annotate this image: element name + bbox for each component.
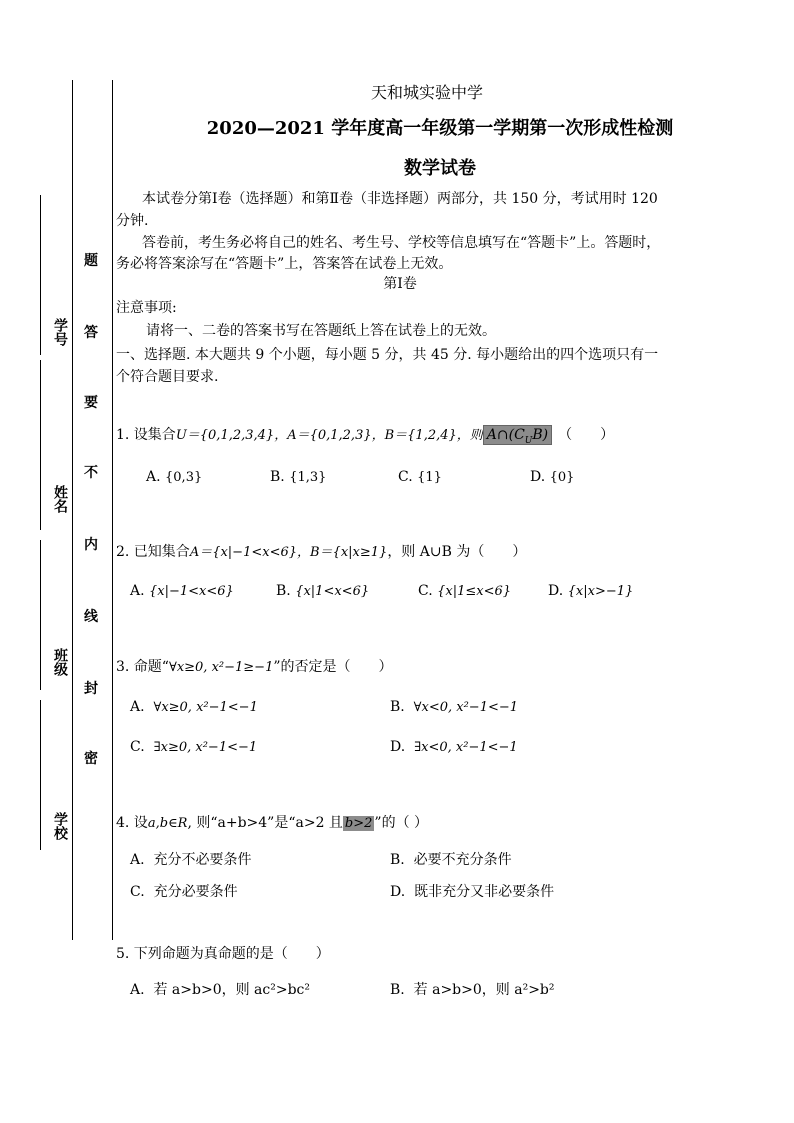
intro-line2b: 务必将答案涂写在“答题卡”上，答案答在试卷上无效。 <box>116 256 453 272</box>
q5-option-b <box>390 979 555 999</box>
notice-text: 请将一、二卷的答案书写在答题纸上答在试卷上的无效。 <box>146 323 496 339</box>
option-text: 若 a>b>0，则 a²>b² <box>413 982 555 998</box>
option-text: {0,3} <box>165 470 203 485</box>
q2-option-d <box>548 583 633 599</box>
q1-hl-b: B) <box>532 427 549 443</box>
q2-stem-end: ，则 A∪B 为（ ） <box>387 544 527 560</box>
q1-hl-sub: U <box>524 435 533 446</box>
seal-char-3: 要 <box>84 395 98 411</box>
option-label: A. <box>130 699 145 715</box>
seal-char-8: 密 <box>84 751 98 767</box>
option-text: {x|1≤x<6} <box>437 584 512 599</box>
q3-stem-pre: 3. 命题“ <box>116 659 169 675</box>
option-text: {1} <box>417 470 442 485</box>
q3-stem-end: ”的否定是（ ） <box>273 659 393 675</box>
q1-option-a <box>146 469 202 485</box>
seal-char-7: 封 <box>84 681 98 697</box>
field-label-banji: 班级 <box>52 648 68 676</box>
option-text: 充分不必要条件 <box>153 852 252 868</box>
question-2-stem <box>116 541 526 561</box>
seal-char-4: 不 <box>84 465 98 481</box>
q2-option-a <box>130 583 234 599</box>
q3-option-c <box>130 739 257 755</box>
option-text: ∀x≥0, x²−1<−1 <box>153 700 258 715</box>
q2-stem-math: A＝{x|−1<x<6}，B＝{x|x≥1} <box>189 545 388 560</box>
q2-option-c <box>418 583 511 599</box>
q4-stem-highlight: b>2 <box>344 816 373 831</box>
q1-option-c <box>398 469 442 485</box>
seal-char-1: 题 <box>84 253 98 269</box>
field-line-xuexiao <box>40 700 41 850</box>
option-text: ∃x<0, x²−1<−1 <box>414 740 518 755</box>
option-label: A. <box>130 583 145 599</box>
option-label: C. <box>130 884 145 900</box>
option-label: B. <box>390 699 405 715</box>
option-text: 充分必要条件 <box>153 884 238 900</box>
section-heading-b: 个符合题目要求. <box>116 369 219 385</box>
seal-char-5: 内 <box>84 537 98 553</box>
option-text: {1,3} <box>289 470 327 485</box>
option-text: 必要不充分条件 <box>413 852 512 868</box>
option-label: A. <box>130 852 145 868</box>
intro-line1b: 分钟. <box>116 213 149 229</box>
q3-option-a <box>130 699 258 715</box>
option-text: ∃x≥0, x²−1<−1 <box>153 740 258 755</box>
field-line-xingming <box>40 360 41 530</box>
margin-inner-line <box>112 80 113 940</box>
q3-stem-math: ∀x≥0, x²−1≥−1 <box>168 660 274 675</box>
field-label-xuehao: 学号 <box>52 318 68 346</box>
option-text: 若 a>b>0，则 ac²>bc² <box>153 982 310 998</box>
question-3-stem <box>116 656 393 676</box>
q1-option-b <box>270 469 326 485</box>
option-label: C. <box>418 583 433 599</box>
q4-option-c <box>130 881 238 901</box>
option-label: B. <box>390 852 405 868</box>
option-label: B. <box>270 469 285 485</box>
q2-option-b <box>276 583 369 599</box>
section-heading: 一、选择题. 本大题共 9 个小题，每小题 5 分，共 45 分. 每小题给出的四个选项只有一 <box>116 347 659 363</box>
q4-option-d <box>390 881 554 901</box>
option-text: {x|1<x<6} <box>295 584 370 599</box>
question-5-stem: 5. 下列命题为真命题的是（ ） <box>116 946 330 962</box>
q3-option-d <box>390 739 518 755</box>
q1-hl-a: A∩(C <box>486 427 525 443</box>
option-label: C. <box>398 469 413 485</box>
field-label-xingming: 姓名 <box>52 485 68 513</box>
q1-stem-pre: 1. 设集合 <box>116 427 176 443</box>
q1-stem-highlight <box>483 425 552 445</box>
seal-char-2: 答 <box>84 325 98 341</box>
option-label: B. <box>390 982 405 998</box>
volume-label: 第Ⅰ卷 <box>383 276 417 292</box>
field-line-banji <box>40 540 41 690</box>
option-text: {0} <box>549 470 575 485</box>
q1-option-d <box>530 469 574 485</box>
q4-stem-end: ”的（ ） <box>374 815 429 831</box>
school-name: 天和城实验中学 <box>370 83 483 102</box>
intro-line2: 答卷前，考生务必将自己的姓名、考生号、学校等信息填写在“答题卡”上。答题时， <box>142 235 661 251</box>
option-label: C. <box>130 739 145 755</box>
q4-option-a <box>130 849 251 869</box>
option-text: ∀x<0, x²−1<−1 <box>413 700 519 715</box>
option-label: B. <box>276 583 291 599</box>
q4-stem-mid: , 则“a+b>4”是“a>2 且 <box>187 815 343 831</box>
option-label: D. <box>390 884 406 900</box>
option-label: A. <box>146 469 161 485</box>
field-label-xuexiao: 学校 <box>52 812 68 840</box>
question-1-stem <box>116 424 614 446</box>
subject-title: 数学试卷 <box>404 158 476 179</box>
option-text: {x|−1<x<6} <box>149 584 234 599</box>
q4-stem-math: a,b∈R <box>147 816 188 831</box>
margin-outer-line <box>72 80 73 940</box>
option-label: D. <box>390 739 406 755</box>
q2-stem-pre: 2. 已知集合 <box>116 544 190 560</box>
q5-option-a <box>130 979 310 999</box>
q3-option-b <box>390 699 518 715</box>
option-label: D. <box>548 583 564 599</box>
q4-option-b <box>390 849 512 869</box>
option-label: A. <box>130 982 145 998</box>
intro-line1: 本试卷分第Ⅰ卷（选择题）和第Ⅱ卷（非选择题）两部分，共 150 分，考试用时 120 <box>142 191 658 207</box>
field-line-xuehao <box>40 195 41 355</box>
question-4-stem <box>116 812 428 832</box>
notice-title: 注意事项: <box>116 300 177 316</box>
q1-stem-math: U＝{0,1,2,3,4}，A＝{0,1,2,3}，B＝{1,2,4}，则 <box>175 428 483 443</box>
exam-title: 2020—2021 学年度高一年级第一学期第一次形成性检测 <box>206 118 674 139</box>
option-text: 既非充分又非必要条件 <box>414 884 555 900</box>
seal-char-6: 线 <box>84 609 98 625</box>
option-label: D. <box>530 469 546 485</box>
q4-stem-pre: 4. 设 <box>116 815 148 831</box>
q1-stem-end: （ ） <box>558 427 615 443</box>
option-text: {x|x>−1} <box>567 584 634 599</box>
